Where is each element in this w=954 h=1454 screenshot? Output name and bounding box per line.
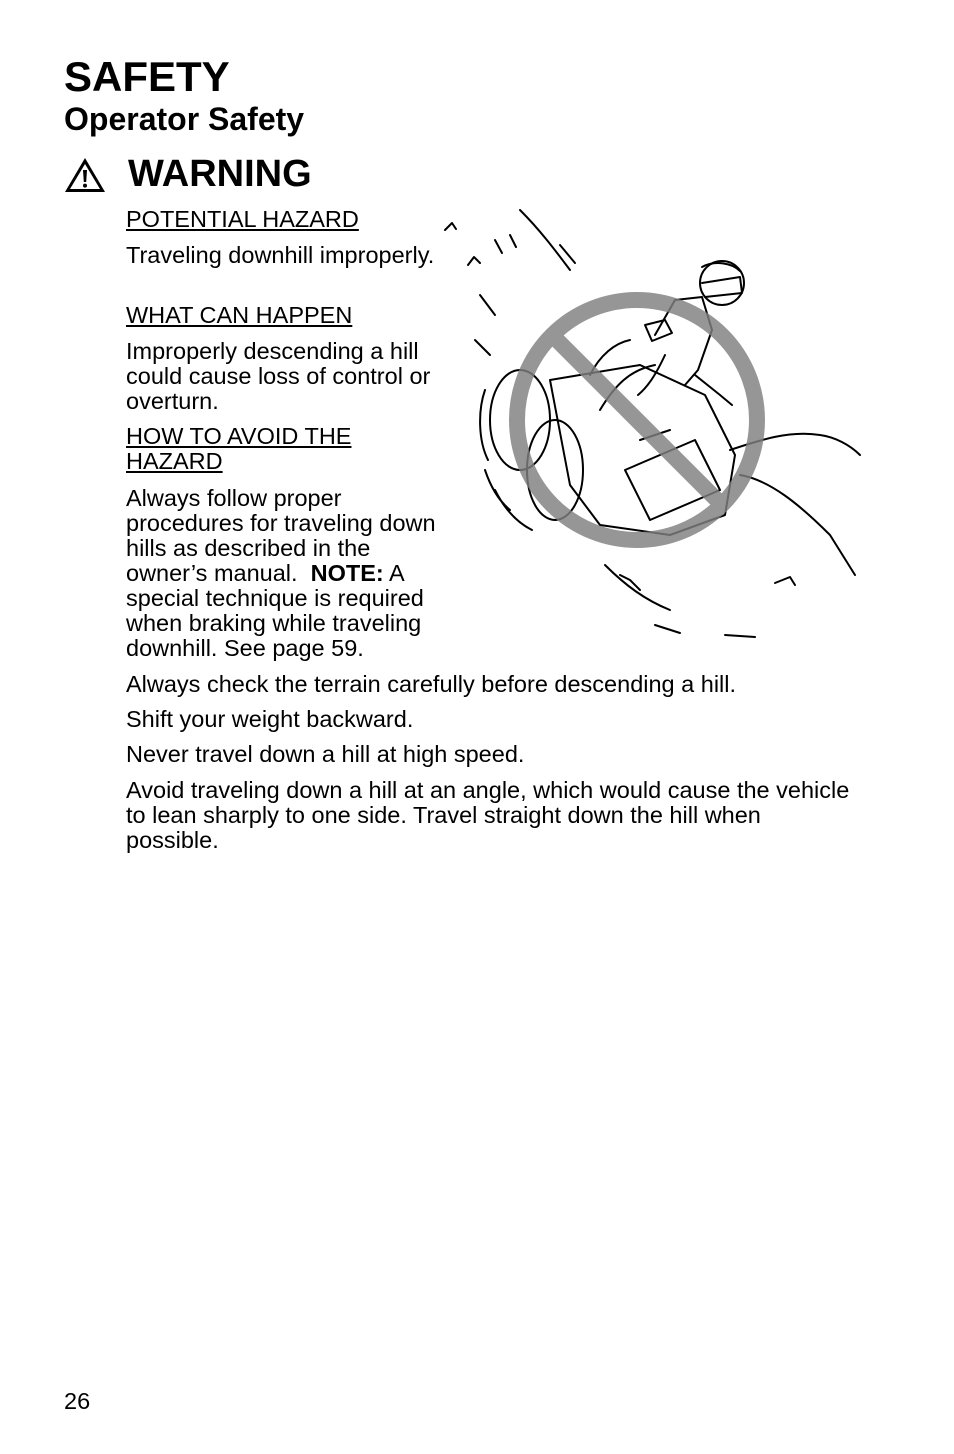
warning-title: WARNING xyxy=(128,153,312,195)
prohibited-atv-downhill-icon xyxy=(440,205,865,645)
what-can-happen-text: Improperly descending a hill could cause loss of control or overturn. xyxy=(126,338,431,414)
how-to-avoid-procedure: Always follow proper procedures for traveling down hills as described in the owner’s manual. xyxy=(126,485,436,586)
instruction-shift-weight: Shift your weight backward. xyxy=(126,706,414,732)
instruction-avoid-angle: Avoid traveling down a hill at an angle, which would cause the vehicle to lean sharply to one side. Travel straight down the hill when possible. xyxy=(126,777,850,853)
warning-header xyxy=(64,152,312,198)
section-subtitle: Operator Safety xyxy=(64,101,305,137)
instruction-check-terrain: Always check the terrain carefully before descending a hill. xyxy=(126,671,737,697)
page-number: 26 xyxy=(64,1388,91,1414)
potential-hazard-text: Traveling downhill improperly. xyxy=(126,242,435,268)
instruction-no-high-speed: Never travel down a hill at high speed. xyxy=(126,741,525,767)
how-to-avoid-heading: HOW TO AVOID THE HAZARD xyxy=(126,423,352,474)
potential-hazard-heading: POTENTIAL HAZARD xyxy=(126,206,359,232)
note-label: NOTE: xyxy=(310,560,384,586)
page-title: SAFETY xyxy=(64,53,230,100)
what-can-happen-heading: WHAT CAN HAPPEN xyxy=(126,302,353,328)
how-to-avoid-text xyxy=(126,486,451,661)
note-text: A special technique is required when braking while traveling downhill. See page 59. xyxy=(126,560,424,661)
warning-triangle-icon xyxy=(64,157,106,193)
